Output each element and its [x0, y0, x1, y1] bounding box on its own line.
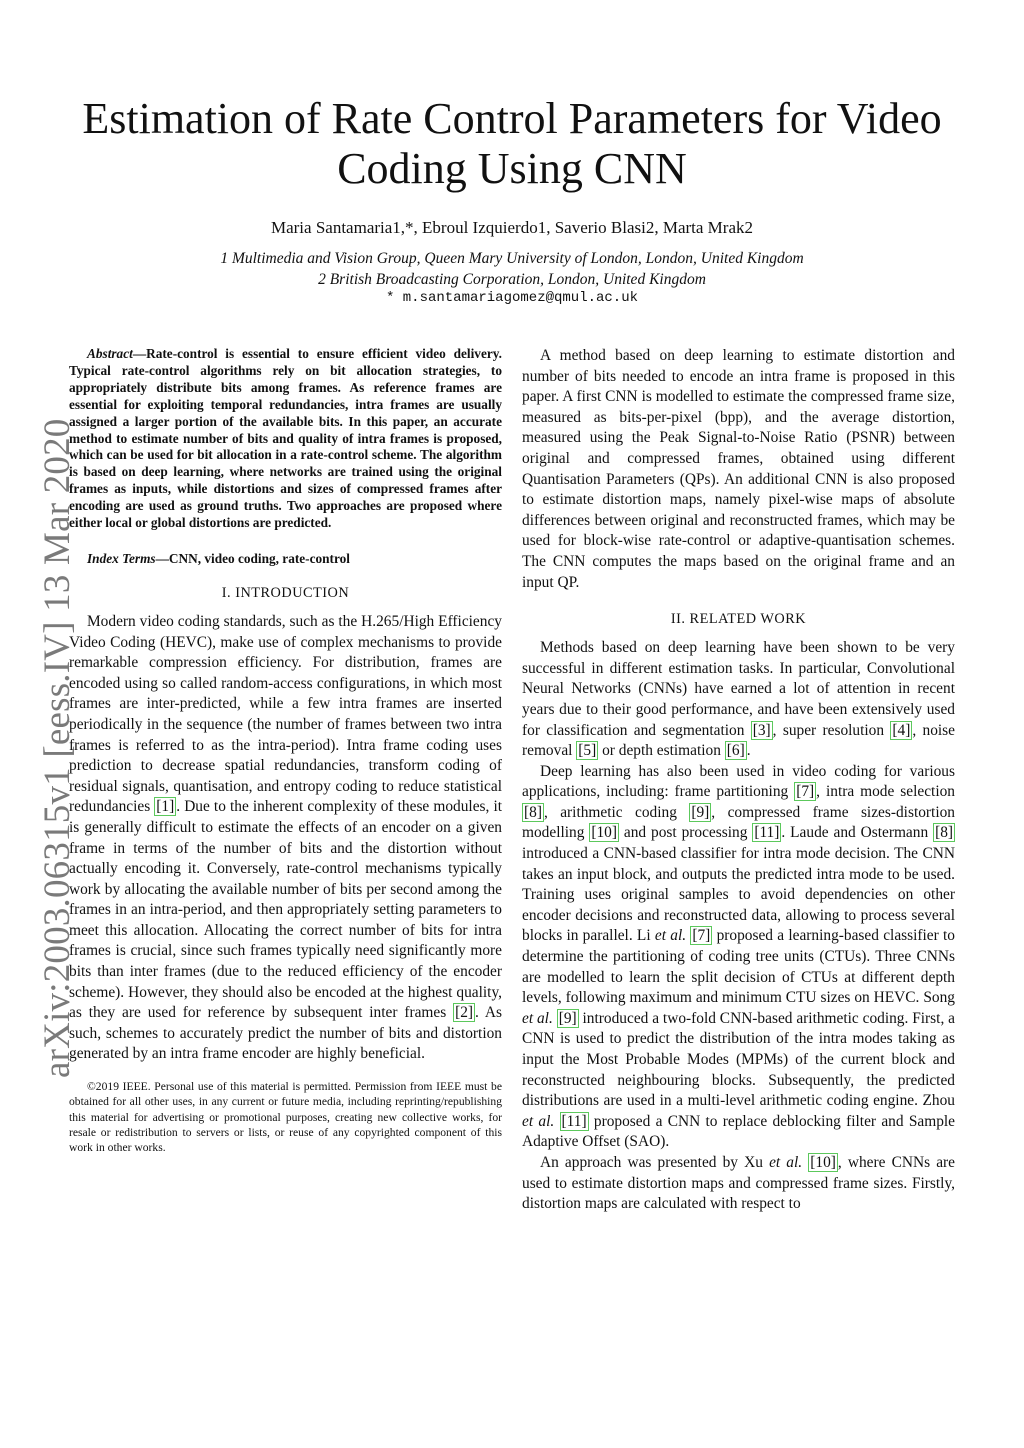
rw1-text-d: or depth estimation: [598, 742, 725, 760]
citation-link-9[interactable]: [9]: [691, 803, 710, 821]
citation-link-9-repeat[interactable]: [9]: [558, 1009, 577, 1027]
rw2-text-g: introduced a CNN-based classifier for intra mode decision. The CNN takes an input block, and outputs the predicted intra mode to be used. Training uses original samples to avoid dependencies on other encoder decisions and reconstructed data, allowing to process several blocks in parallel. Li: [522, 845, 955, 945]
introduction-paragraph: [69, 612, 502, 1065]
index-terms-text: —CNN, video coding, rate-control: [155, 550, 350, 566]
intro-text-3: . As such, schemes to accurately predict the number of bits and distortion generated by an intra frame encoder are highly beneficial.: [69, 1004, 503, 1063]
related-work-paragraph-3: [522, 1153, 955, 1215]
rw1-text-b: , super resolution: [772, 721, 891, 739]
related-work-paragraph-1: [522, 638, 955, 762]
citation-link-8-repeat[interactable]: [8]: [935, 824, 954, 842]
et-al-3: et al.: [522, 1112, 555, 1130]
citation-link-11-repeat[interactable]: [11]: [561, 1112, 587, 1130]
rw2-text-b: , intra mode selection: [816, 783, 955, 801]
intro-text-1: Modern video coding standards, such as the H.265/High Efficiency Video Coding (HEVC), make use of complex mechanisms to provide remarkable compression efficiency. For distribution, frames are encoded using so called random-access configurations, in which most frames are inter-predicted, while a few intra frames are inserted periodically in the sequence (the number of frames between two intra frames is referred to as the intra-period). Intra frame coding uses prediction to decrease spatial redundancies, transform coding of residual signals, quantisation, and entropy coding to reduce statistical redundancies: [69, 612, 502, 816]
rw2-text-a: Deep learning has also been used in video coding for various applications, including: frame partitioning: [522, 762, 955, 801]
citation-link-4[interactable]: [4]: [892, 721, 911, 739]
citation-link-2[interactable]: [2]: [455, 1004, 474, 1022]
citation-link-10[interactable]: [10]: [591, 824, 617, 842]
rw2-text-c: , arithmetic coding: [543, 803, 690, 821]
citation-link-5[interactable]: [5]: [578, 742, 597, 760]
paper-title: [62, 94, 962, 194]
et-al-4: et al.: [769, 1153, 803, 1171]
citation-link-7[interactable]: [7]: [796, 783, 815, 801]
rw2-text-k: introduced a two-fold CNN-based arithmetic coding. First, a CNN is used to predict the distribution of the intra modes taking as input the Most Probable Modes (MPMs) of the current block and reconstructed neighbouring blocks. Subsequently, the predicted distributions are used in a multi-level arithmetic coding engine. Zhou: [522, 1009, 956, 1110]
abstract-label: Abstract: [87, 346, 133, 361]
index-terms-label: Index Terms: [87, 550, 156, 566]
contact-email: * m.santamariagomez@qmul.ac.uk: [385, 290, 639, 306]
rw1-text-e: .: [746, 742, 751, 760]
rw3-text-c: , where CNNs are used to estimate distortion maps and compressed frame sizes. Firstly, distortion maps are calculated with respect to: [522, 1153, 955, 1213]
section-heading-introduction: I. INTRODUCTION: [221, 584, 350, 601]
intro-text-2: . Due to the inherent complexity of these modules, it is generally difficult to estimate the effects of an encoder on a given frame in terms of the number of bits and the distortion without actually encoding it. Conversely, rate-control mechanisms typically work by allocating the available number of bits per second among the frames in an intra-period, and then appropriately setting parameters to meet this allocation. Allocating the correct number of bits for intra frames is crucial, since such frames typically need significantly more bits than inter frames (due to the reduced efficiency of the encoder scheme). However, they should also be encoded at the highest quality, as they are used for reference by subsequent inter frames: [69, 798, 503, 1022]
rw2-text-m: proposed a CNN to replace deblocking filter and Sample Adaptive Offset (SAO).: [522, 1112, 955, 1151]
affiliation-2: 2 British Broadcasting Corporation, London, United Kingdom: [318, 271, 706, 288]
citation-link-11[interactable]: [11]: [754, 824, 780, 842]
affiliation-1: 1 Multimedia and Vision Group, Queen Mary University of London, London, United Kingdom: [220, 250, 804, 267]
section-heading-related-work: II. RELATED WORK: [670, 611, 807, 628]
citation-link-10-repeat[interactable]: [10]: [810, 1153, 836, 1171]
rw1-text-c: , noise removal: [522, 721, 955, 760]
rw2-text-l: [554, 1113, 559, 1130]
abstract: [69, 346, 502, 532]
et-al-2: et al.: [522, 1009, 553, 1027]
copyright-footnote: ©2019 IEEE. Personal use of this material is permitted. Permission from IEEE must be obtained for all other uses, in any current or future media, including reprinting/republishing this material for advertising or promotional purposes, creating new collective works, for resale or redistribution to servers or lists, or reuse of any copyrighted component of this work in other works.: [69, 1080, 502, 1155]
title-line-1: Estimation of Rate Control Parameters for Video: [82, 94, 942, 143]
citation-link-8[interactable]: [8]: [524, 803, 542, 821]
rw2-text-i: proposed a learning-based classifier to determine the partitioning of coding tree units (CTUs). Three CNNs are modelled to learn the split decision of CTUs at different depth levels, following maximum and minimum CTU sizes on HEVC. Song: [522, 927, 955, 1007]
left-column: [69, 346, 502, 1156]
index-terms: [69, 550, 502, 567]
citation-link-3[interactable]: [3]: [752, 721, 771, 739]
title-line-2: Coding Using CNN: [337, 144, 687, 193]
rw2-text-e: and post processing: [618, 824, 753, 842]
right-column: [522, 346, 955, 1215]
citation-link-6[interactable]: [6]: [726, 742, 745, 760]
citation-link-7-repeat[interactable]: [7]: [692, 927, 711, 945]
arxiv-identifier-stamp: arXiv:2003.06315v1 [eess.IV] 13 Mar 2020: [37, 418, 78, 1078]
method-overview-paragraph: A method based on deep learning to estimate distortion and number of bits needed to encode an intra frame is proposed in this paper. A first CNN is modelled to estimate the compressed frame size, measured as bits-per-pixel (bpp), and the average distortion, measured using the Peak Signal-to-Noise Ratio (PSNR) between original and compressed frames, obtained using different Quantisation Parameters (QPs). An additional CNN is also proposed to estimate distortion maps, namely pixel-wise maps of absolute differences between original and reconstructed frames, which may be used for block-wise rate-control or adaptive-quantisation schemes. The CNN computes the maps based on the original frame and an input QP.: [522, 347, 955, 591]
et-al-1: et al.: [654, 927, 687, 945]
citation-link-1[interactable]: [1]: [156, 798, 175, 816]
rw2-text-f: . Laude and Ostermann: [781, 824, 934, 842]
author-list: Maria Santamaria1,*, Ebroul Izquierdo1, Saverio Blasi2, Marta Mrak2: [270, 218, 753, 237]
rw3-text-a: An approach was presented by Xu: [540, 1153, 770, 1171]
related-work-paragraph-2: [522, 762, 955, 1153]
abstract-text: —Rate-control is essential to ensure efficient video delivery. Typical rate-control algorithms rely on bit allocation strategies, to appropriately distribute bits among frames. As reference frames are essential for exploiting temporal redundancies, intra frames are usually assigned a larger portion of the available bits. In this paper, an accurate method to estimate number of bits and quality of intra frames is proposed, which can be used for bit allocation in a rate-control scheme. The algorithm is based on deep learning, where networks are trained using the original frames as inputs, while distortions and sizes of compressed frames after encoding are used as ground truths. Two approaches are proposed where either local or global distortions are predicted.: [69, 346, 502, 531]
rw2-text-d: , compressed frame sizes-distortion modelling: [522, 803, 955, 842]
rw1-text-a: Methods based on deep learning have been shown to be very successful in different estimation tasks. In particular, Convolutional Neural Networks (CNNs) have earned a lot of attention in recent years due to their good performance, and have been extensively used for classification and segmentation: [522, 639, 955, 739]
